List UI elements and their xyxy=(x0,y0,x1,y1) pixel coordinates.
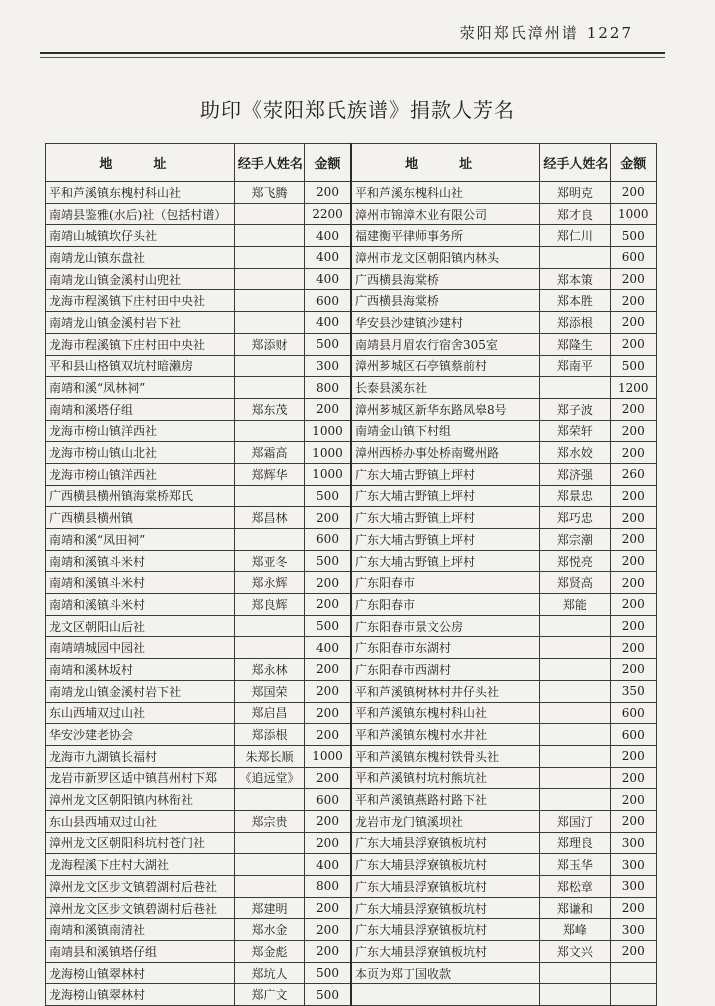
address-cell: 南靖和溪“凤田祠” xyxy=(46,529,235,551)
address-cell: 广东大埔县浮寮镇板坑村 xyxy=(351,941,540,963)
handler-cell xyxy=(540,615,610,637)
table-row xyxy=(46,962,657,984)
amount-cell: 200 xyxy=(610,789,657,811)
address-cell: 漳州市龙文区朝阳镇内林头 xyxy=(351,247,540,269)
amount-cell: 200 xyxy=(610,615,657,637)
table-row xyxy=(46,637,657,659)
table-row xyxy=(46,550,657,572)
table-row xyxy=(46,225,657,247)
handler-cell xyxy=(234,312,304,334)
address-cell: 广东大埔县浮寮镇板坑村 xyxy=(351,919,540,941)
amount-cell xyxy=(610,984,657,1006)
address-cell: 龙海榜山镇翠林村 xyxy=(46,962,235,984)
amount-cell: 200 xyxy=(610,659,657,681)
amount-cell: 1000 xyxy=(305,745,351,767)
address-cell: 平和县山格镇双坑村暗濑房 xyxy=(46,355,235,377)
amount-cell: 200 xyxy=(610,529,657,551)
table-row xyxy=(46,659,657,681)
handler-cell: 郑隆生 xyxy=(540,333,610,355)
amount-cell: 300 xyxy=(610,832,657,854)
amount-cell: 200 xyxy=(610,767,657,789)
amount-cell: 400 xyxy=(305,247,351,269)
address-cell: 广东阳春市 xyxy=(351,594,540,616)
handler-cell xyxy=(540,962,610,984)
address-cell: 龙海市榜山镇山北社 xyxy=(46,442,235,464)
amount-cell: 200 xyxy=(305,702,351,724)
address-cell: 平和芦溪镇村坑村熊坑社 xyxy=(351,767,540,789)
handler-cell: 郑添根 xyxy=(234,724,304,746)
address-cell: 南靖和溪林坂村 xyxy=(46,659,235,681)
address-cell: 广东大埔县浮寮镇板坑村 xyxy=(351,832,540,854)
handler-cell: 郑昌林 xyxy=(234,507,304,529)
address-cell: 漳州芗城区新华东路凤皋8号 xyxy=(351,398,540,420)
amount-cell: 1000 xyxy=(305,420,351,442)
table-row xyxy=(46,398,657,420)
amount-cell: 400 xyxy=(305,854,351,876)
amount-cell: 200 xyxy=(610,941,657,963)
table-row xyxy=(46,919,657,941)
address-cell: 龙海市九湖镇长福村 xyxy=(46,745,235,767)
address-cell: 漳州市锦漳木业有限公司 xyxy=(351,203,540,225)
handler-cell xyxy=(234,485,304,507)
amount-cell: 200 xyxy=(610,507,657,529)
table-row xyxy=(46,442,657,464)
address-cell: 南靖和溪塔仔组 xyxy=(46,398,235,420)
amount-cell: 400 xyxy=(305,312,351,334)
table-row xyxy=(46,594,657,616)
handler-cell xyxy=(234,225,304,247)
address-cell: 平和芦溪镇东槐村水井社 xyxy=(351,724,540,746)
amount-cell: 200 xyxy=(305,572,351,594)
address-cell: 南靖县鉴雅(水后)社（包括村谱） xyxy=(46,203,235,225)
handler-cell: 郑宗潮 xyxy=(540,529,610,551)
amount-cell xyxy=(610,962,657,984)
handler-cell xyxy=(234,355,304,377)
amount-cell: 200 xyxy=(610,485,657,507)
address-cell: 广东大埔古野镇上坪村 xyxy=(351,507,540,529)
amount-cell: 200 xyxy=(305,594,351,616)
handler-cell: 郑国荣 xyxy=(234,680,304,702)
handler-cell: 郑才良 xyxy=(540,203,610,225)
amount-cell: 200 xyxy=(305,182,351,204)
handler-cell: 郑国汀 xyxy=(540,810,610,832)
page-title: 助印《荥阳郑氏族谱》捐款人芳名 xyxy=(200,98,515,122)
amount-cell: 1000 xyxy=(610,203,657,225)
handler-cell: 郑添财 xyxy=(234,333,304,355)
address-cell: 广东阳春市 xyxy=(351,572,540,594)
address-cell: 平和芦溪镇东槐村科山社 xyxy=(351,702,540,724)
handler-cell xyxy=(540,745,610,767)
address-cell: 东山县西埔双过山社 xyxy=(46,810,235,832)
address-cell: 广东大埔古野镇上坪村 xyxy=(351,463,540,485)
table-row xyxy=(46,810,657,832)
address-cell: 长泰县溪东社 xyxy=(351,377,540,399)
address-cell: 福建衡平律师事务所 xyxy=(351,225,540,247)
running-header xyxy=(0,22,633,43)
handler-cell: 郑文兴 xyxy=(540,941,610,963)
amount-cell: 200 xyxy=(610,420,657,442)
handler-cell: 郑景忠 xyxy=(540,485,610,507)
amount-cell: 200 xyxy=(305,810,351,832)
amount-cell: 200 xyxy=(610,810,657,832)
amount-cell: 600 xyxy=(305,529,351,551)
handler-cell xyxy=(234,876,304,898)
address-cell: 广东阳春市景文公房 xyxy=(351,615,540,637)
amount-cell: 300 xyxy=(610,919,657,941)
handler-cell: 郑永林 xyxy=(234,659,304,681)
handler-cell: 郑水姣 xyxy=(540,442,610,464)
amount-cell: 600 xyxy=(610,702,657,724)
table-row xyxy=(46,897,657,919)
handler-cell: 郑本胜 xyxy=(540,290,610,312)
handler-cell xyxy=(234,832,304,854)
amount-cell: 300 xyxy=(305,355,351,377)
table-row xyxy=(46,463,657,485)
amount-cell: 500 xyxy=(610,225,657,247)
handler-cell xyxy=(540,724,610,746)
amount-cell: 600 xyxy=(610,724,657,746)
address-cell: 漳州龙文区步文镇碧湖村后巷社 xyxy=(46,897,235,919)
handler-cell: 郑辉华 xyxy=(234,463,304,485)
table-row xyxy=(46,702,657,724)
handler-cell xyxy=(234,854,304,876)
handler-header: 经手人姓名 xyxy=(234,144,304,182)
table-row xyxy=(46,507,657,529)
address-cell: 广西横县横州镇海棠桥郑氏 xyxy=(46,485,235,507)
address-cell: 平和芦溪镇燕路村路下社 xyxy=(351,789,540,811)
amount-cell: 350 xyxy=(610,680,657,702)
handler-cell: 郑贤高 xyxy=(540,572,610,594)
amount-cell: 1000 xyxy=(305,442,351,464)
handler-cell: 郑理良 xyxy=(540,832,610,854)
address-cell: 南靖龙山镇金溪村岩下社 xyxy=(46,680,235,702)
address-cell: 南靖和溪镇斗米村 xyxy=(46,594,235,616)
address-cell: 龙海市程溪镇下庄村田中央社 xyxy=(46,333,235,355)
handler-cell: 郑宗贵 xyxy=(234,810,304,832)
amount-cell: 300 xyxy=(610,876,657,898)
address-cell: 南靖和溪镇南清社 xyxy=(46,919,235,941)
amount-cell: 200 xyxy=(305,724,351,746)
amount-cell: 300 xyxy=(610,854,657,876)
table-row xyxy=(46,290,657,312)
handler-cell: 郑子波 xyxy=(540,398,610,420)
handler-cell xyxy=(540,789,610,811)
handler-cell: 郑南平 xyxy=(540,355,610,377)
table-row xyxy=(46,312,657,334)
handler-cell: 郑坑人 xyxy=(234,962,304,984)
address-cell: 龙海市榜山镇洋西社 xyxy=(46,463,235,485)
amount-cell: 800 xyxy=(305,377,351,399)
handler-cell: 郑广文 xyxy=(234,984,304,1006)
handler-cell xyxy=(540,637,610,659)
table-row xyxy=(46,941,657,963)
table-row xyxy=(46,182,657,204)
address-cell: 平和芦溪镇东槐村铁骨头社 xyxy=(351,745,540,767)
handler-cell: 郑金彪 xyxy=(234,941,304,963)
address-cell xyxy=(351,984,540,1006)
table-row xyxy=(46,268,657,290)
handler-cell: 郑能 xyxy=(540,594,610,616)
table-row xyxy=(46,420,657,442)
page-number: 1227 xyxy=(586,24,633,42)
amount-cell: 200 xyxy=(610,290,657,312)
amount-cell: 500 xyxy=(305,962,351,984)
handler-cell: 郑永辉 xyxy=(234,572,304,594)
handler-cell: 《追远堂》 xyxy=(234,767,304,789)
address-cell: 平和芦溪镇东槐村科山社 xyxy=(46,182,235,204)
table-row xyxy=(46,724,657,746)
amount-cell: 200 xyxy=(610,637,657,659)
address-cell: 广东大埔古野镇上坪村 xyxy=(351,485,540,507)
handler-cell: 郑峰 xyxy=(540,919,610,941)
handler-cell xyxy=(234,529,304,551)
handler-cell: 郑玉华 xyxy=(540,854,610,876)
handler-cell xyxy=(540,377,610,399)
donor-table xyxy=(45,143,657,1006)
address-cell: 南靖龙山镇金溪村山兜社 xyxy=(46,268,235,290)
amount-cell: 200 xyxy=(305,832,351,854)
amount-cell: 200 xyxy=(305,767,351,789)
address-cell: 龙海程溪下庄村大湖社 xyxy=(46,854,235,876)
address-cell: 龙岩市新罗区适中镇莒州村下郑 xyxy=(46,767,235,789)
address-cell: 南靖县月眉农行宿舍305室 xyxy=(351,333,540,355)
address-cell: 广东大埔县浮寮镇板坑村 xyxy=(351,897,540,919)
amount-cell: 400 xyxy=(305,637,351,659)
handler-cell: 郑谦和 xyxy=(540,897,610,919)
amount-cell: 600 xyxy=(305,290,351,312)
address-cell: 南靖县和溪镇塔仔组 xyxy=(46,941,235,963)
address-cell: 广西横县海棠桥 xyxy=(351,290,540,312)
amount-cell: 500 xyxy=(305,984,351,1006)
table-row xyxy=(46,984,657,1006)
amount-cell: 600 xyxy=(305,789,351,811)
handler-cell xyxy=(234,637,304,659)
address-cell: 广东阳春市东湖村 xyxy=(351,637,540,659)
handler-cell xyxy=(540,702,610,724)
handler-cell: 郑霜高 xyxy=(234,442,304,464)
handler-cell: 郑建明 xyxy=(234,897,304,919)
amount-cell: 500 xyxy=(305,485,351,507)
table-row xyxy=(46,832,657,854)
table-row xyxy=(46,377,657,399)
table-row xyxy=(46,203,657,225)
amount-cell: 400 xyxy=(305,225,351,247)
handler-cell: 郑飞腾 xyxy=(234,182,304,204)
address-cell: 龙海市榜山镇洋西社 xyxy=(46,420,235,442)
address-cell: 漳州龙文区步文镇碧湖村后巷社 xyxy=(46,876,235,898)
amount-cell: 1000 xyxy=(305,463,351,485)
address-cell: 广东阳春市西湖村 xyxy=(351,659,540,681)
amount-cell: 800 xyxy=(305,876,351,898)
address-cell: 南靖龙山镇东盘社 xyxy=(46,247,235,269)
address-cell: 平和芦溪镇树林村井仔头社 xyxy=(351,680,540,702)
amount-cell: 200 xyxy=(305,659,351,681)
handler-cell xyxy=(234,247,304,269)
address-cell: 本页为郑丁国收款 xyxy=(351,962,540,984)
handler-cell xyxy=(234,203,304,225)
handler-cell: 郑悦亮 xyxy=(540,550,610,572)
address-cell: 龙海市程溪镇下庄村田中央社 xyxy=(46,290,235,312)
amount-cell: 200 xyxy=(610,268,657,290)
handler-cell: 郑本策 xyxy=(540,268,610,290)
table-row xyxy=(46,572,657,594)
address-cell: 华安沙建老协会 xyxy=(46,724,235,746)
address-cell: 南靖龙山镇金溪村岩下社 xyxy=(46,312,235,334)
address-cell: 南靖和溪镇斗米村 xyxy=(46,550,235,572)
amount-cell: 600 xyxy=(610,247,657,269)
amount-header: 金额 xyxy=(610,144,657,182)
amount-cell: 200 xyxy=(610,442,657,464)
table-row xyxy=(46,854,657,876)
address-cell: 南靖靖城园中园社 xyxy=(46,637,235,659)
amount-cell: 200 xyxy=(610,550,657,572)
handler-cell: 郑启昌 xyxy=(234,702,304,724)
amount-cell: 500 xyxy=(610,355,657,377)
amount-cell: 200 xyxy=(305,507,351,529)
handler-cell xyxy=(540,247,610,269)
amount-cell: 500 xyxy=(305,550,351,572)
table-row xyxy=(46,333,657,355)
amount-cell: 200 xyxy=(305,897,351,919)
handler-cell: 郑巧忠 xyxy=(540,507,610,529)
amount-cell: 200 xyxy=(305,941,351,963)
handler-cell: 郑济强 xyxy=(540,463,610,485)
handler-cell xyxy=(540,767,610,789)
address-cell: 广东大埔古野镇上坪村 xyxy=(351,529,540,551)
amount-cell: 260 xyxy=(610,463,657,485)
amount-cell: 200 xyxy=(305,919,351,941)
amount-cell: 200 xyxy=(610,182,657,204)
handler-cell: 郑仁川 xyxy=(540,225,610,247)
table-row xyxy=(46,615,657,637)
amount-cell: 200 xyxy=(610,333,657,355)
amount-header: 金额 xyxy=(305,144,351,182)
address-cell: 南靖山城镇坎仔头社 xyxy=(46,225,235,247)
table-row xyxy=(46,485,657,507)
handler-cell xyxy=(234,420,304,442)
address-cell: 南靖和溪镇斗米村 xyxy=(46,572,235,594)
address-cell: 南靖金山镇下村组 xyxy=(351,420,540,442)
table-header-row xyxy=(46,144,657,182)
address-cell: 广东大埔县浮寮镇板坑村 xyxy=(351,854,540,876)
table-row xyxy=(46,680,657,702)
book-title: 荥阳郑氏漳州谱 xyxy=(459,24,579,42)
handler-cell xyxy=(234,377,304,399)
address-cell: 龙海榜山镇翠林村 xyxy=(46,984,235,1006)
address-cell: 南靖和溪“凤林祠” xyxy=(46,377,235,399)
header-rule-top xyxy=(40,52,665,54)
amount-cell: 200 xyxy=(610,594,657,616)
table-row xyxy=(46,529,657,551)
table-row xyxy=(46,789,657,811)
amount-cell: 500 xyxy=(305,615,351,637)
amount-cell: 200 xyxy=(610,572,657,594)
handler-header: 经手人姓名 xyxy=(540,144,610,182)
amount-cell: 200 xyxy=(305,398,351,420)
address-cell: 广西横县横州镇 xyxy=(46,507,235,529)
amount-cell: 200 xyxy=(610,745,657,767)
address-header: 地 址 xyxy=(351,144,540,182)
address-cell: 漳州芗城区石亭镇蔡前村 xyxy=(351,355,540,377)
table-row xyxy=(46,876,657,898)
amount-cell: 200 xyxy=(610,398,657,420)
handler-cell: 郑明克 xyxy=(540,182,610,204)
table-row xyxy=(46,767,657,789)
handler-cell: 朱郑长顺 xyxy=(234,745,304,767)
handler-cell xyxy=(234,268,304,290)
address-cell: 龙岩市龙门镇溪坝社 xyxy=(351,810,540,832)
amount-cell: 200 xyxy=(610,897,657,919)
amount-cell: 200 xyxy=(610,312,657,334)
handler-cell xyxy=(540,680,610,702)
handler-cell xyxy=(540,659,610,681)
address-cell: 漳州西桥办事处桥南鹭州路 xyxy=(351,442,540,464)
handler-cell xyxy=(234,789,304,811)
header-rule-bottom xyxy=(40,57,665,58)
handler-cell: 郑东茂 xyxy=(234,398,304,420)
address-cell: 华安县沙建镇沙建村 xyxy=(351,312,540,334)
handler-cell: 郑水金 xyxy=(234,919,304,941)
handler-cell: 郑添根 xyxy=(540,312,610,334)
address-cell: 广东大埔县浮寮镇板坑村 xyxy=(351,876,540,898)
handler-cell: 郑良辉 xyxy=(234,594,304,616)
handler-cell: 郑亚冬 xyxy=(234,550,304,572)
handler-cell xyxy=(234,290,304,312)
handler-cell xyxy=(234,615,304,637)
address-header: 地 址 xyxy=(46,144,235,182)
table-row xyxy=(46,745,657,767)
handler-cell: 郑荣轩 xyxy=(540,420,610,442)
address-cell: 东山西埔双过山社 xyxy=(46,702,235,724)
amount-cell: 1200 xyxy=(610,377,657,399)
amount-cell: 2200 xyxy=(305,203,351,225)
amount-cell: 500 xyxy=(305,333,351,355)
address-cell: 漳州龙文区朝阳科坑村苍门社 xyxy=(46,832,235,854)
address-cell: 广西横县海棠桥 xyxy=(351,268,540,290)
handler-cell: 郑松章 xyxy=(540,876,610,898)
address-cell: 平和芦溪东槐科山社 xyxy=(351,182,540,204)
amount-cell: 200 xyxy=(305,680,351,702)
address-cell: 广东大埔古野镇上坪村 xyxy=(351,550,540,572)
address-cell: 龙文区朝阳山后社 xyxy=(46,615,235,637)
handler-cell xyxy=(540,984,610,1006)
amount-cell: 400 xyxy=(305,268,351,290)
table-row xyxy=(46,247,657,269)
address-cell: 漳州龙文区朝阳镇内林衔社 xyxy=(46,789,235,811)
table-row xyxy=(46,355,657,377)
